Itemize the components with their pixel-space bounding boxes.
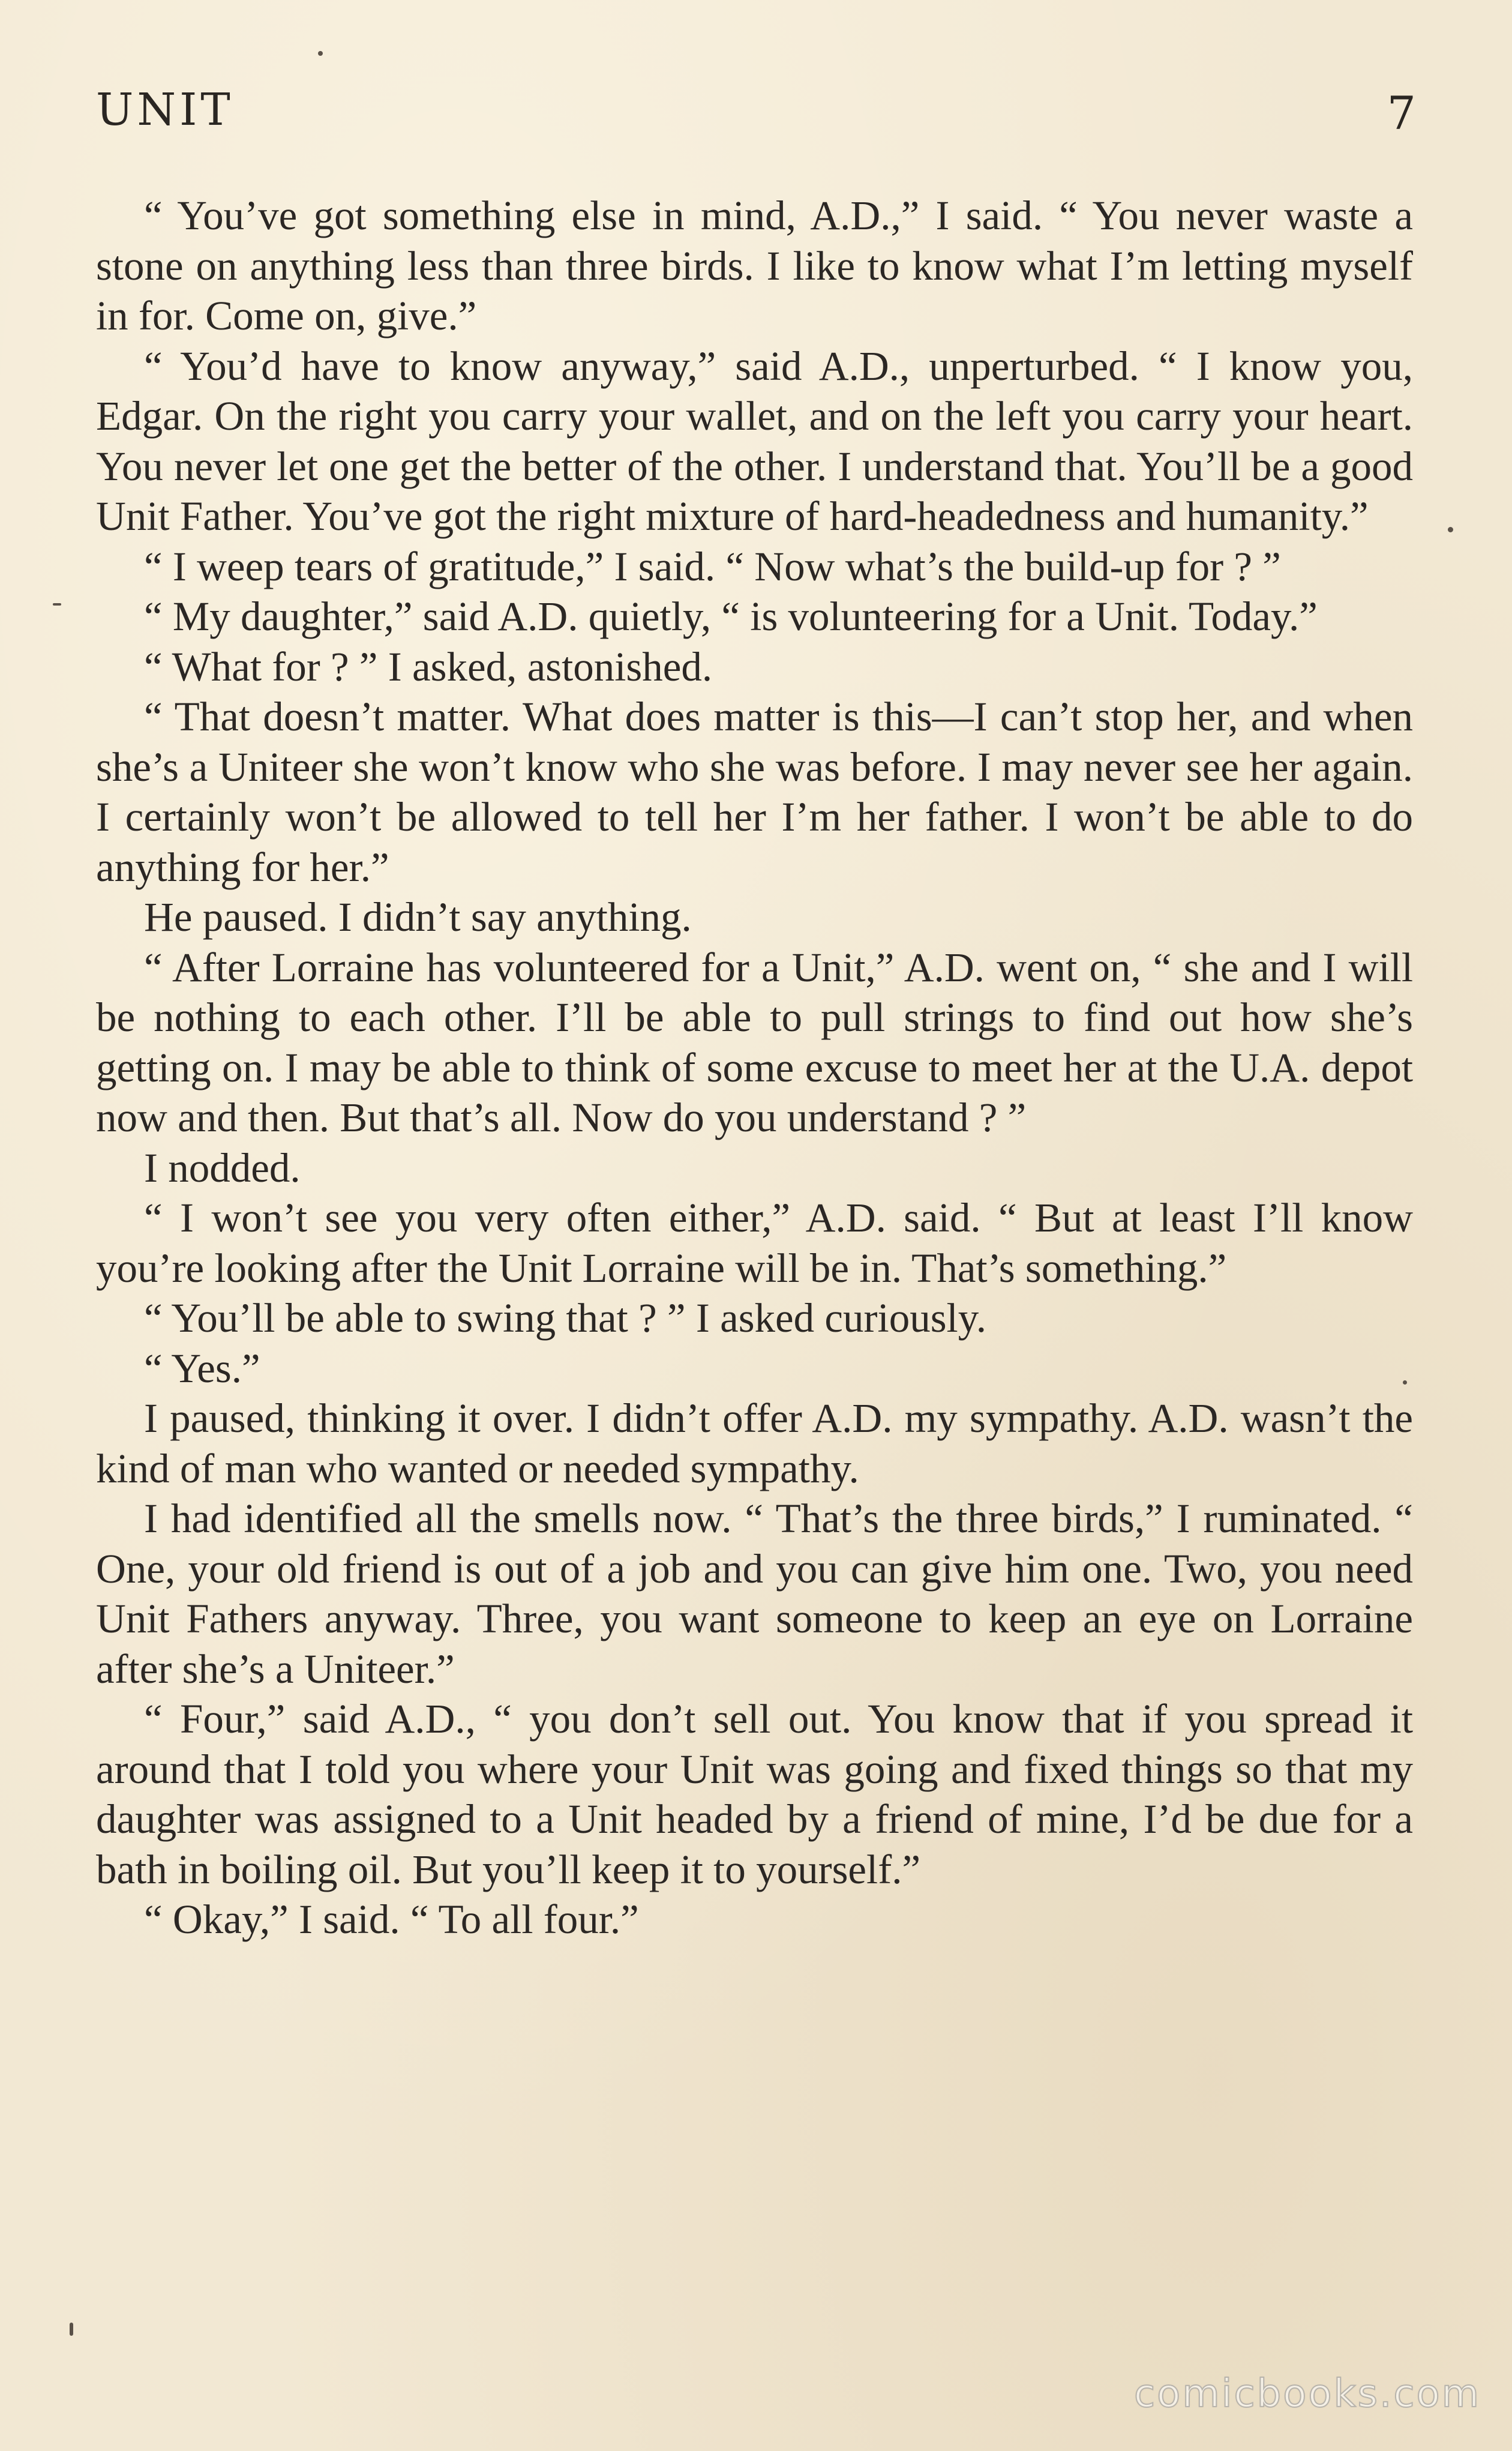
paragraph: “ That doesn’t matter. What does matter is this—I can’t stop her, and when she’s a Uniteer she won’t know who she was before. I may never see her again. I certainly won’t be allowed to tell her I’m her father. I won’t be able to do anything for her.” bbox=[96, 694, 1413, 890]
paper-speck bbox=[70, 2323, 73, 2336]
paragraph: “ Four,” said A.D., “ you don’t sell out. You know that if you spread it around that I told you where your Unit was going and fixed things so that my daughter was assigned to a Unit headed by a friend of mine, I’d be due for a bath in boiling oil. But you’ll keep it to yourself.” bbox=[96, 1696, 1413, 1892]
paragraph: “ I won’t see you very often either,” A.D. said. “ But at least I’ll know you’re looking after the Unit Lorraine will be in. That’s something.” bbox=[96, 1195, 1413, 1291]
page-number: 7 bbox=[1387, 86, 1416, 140]
paragraph: “ You’ll be able to swing that ? ” I asked curiously. bbox=[144, 1295, 986, 1341]
paragraph: He paused. I didn’t say anything. bbox=[144, 894, 692, 940]
paragraph: “ Okay,” I said. “ To all four.” bbox=[144, 1896, 639, 1942]
paragraph: “ After Lorraine has volunteered for a Unit,” A.D. went on, “ she and I will be nothing to each other. I’ll be able to pull strings to find out how she’s getting on. I may be able to think of some excuse to meet her at the U.A. depot now and then. But that’s all. Now do you understand ? ” bbox=[96, 944, 1413, 1140]
paragraph: “ Yes.” bbox=[144, 1345, 260, 1391]
paper-speck bbox=[318, 51, 323, 56]
running-head: UNIT bbox=[96, 84, 234, 136]
paragraph: I paused, thinking it over. I didn’t offer A.D. my sympathy. A.D. wasn’t the kind of man who wanted or needed sympathy. bbox=[96, 1395, 1413, 1491]
paragraph: “ You’ve got something else in mind, A.D.,” I said. “ You never waste a stone on anything less than three birds. I like to know what I’m letting myself in for. Come on, give.” bbox=[96, 193, 1413, 338]
paper-speck bbox=[53, 603, 61, 606]
watermark: comicbooks.com bbox=[1133, 2372, 1481, 2416]
paragraph: I had identified all the smells now. “ That’s the three birds,” I ruminated. “ One, your old friend is out of a job and you can give him one. Two, you need Unit Fathers anyway. Three, you want someone to keep an eye on Lorraine after she’s a Uniteer.” bbox=[96, 1496, 1413, 1692]
paragraph: I nodded. bbox=[144, 1144, 301, 1191]
page-header bbox=[96, 84, 1416, 156]
body-text bbox=[96, 191, 1413, 2351]
paper-speck bbox=[1448, 527, 1453, 532]
paragraph: “ You’d have to know anyway,” said A.D., unperturbed. “ I know you, Edgar. On the right you carry your wallet, and on the left you carry your heart. You never let one get the better of the other. I understand that. You’ll be a good Unit Father. You’ve got the right mixture of hard-headedness and humanity.” bbox=[96, 343, 1413, 539]
paragraph: “ I weep tears of gratitude,” I said. “ Now what’s the build-up for ? ” bbox=[144, 543, 1281, 589]
paragraph: “ My daughter,” said A.D. quietly, “ is volunteering for a Unit. Today.” bbox=[144, 594, 1318, 639]
paragraph: “ What for ? ” I asked, astonished. bbox=[144, 643, 713, 690]
paper-speck bbox=[1403, 1380, 1407, 1385]
